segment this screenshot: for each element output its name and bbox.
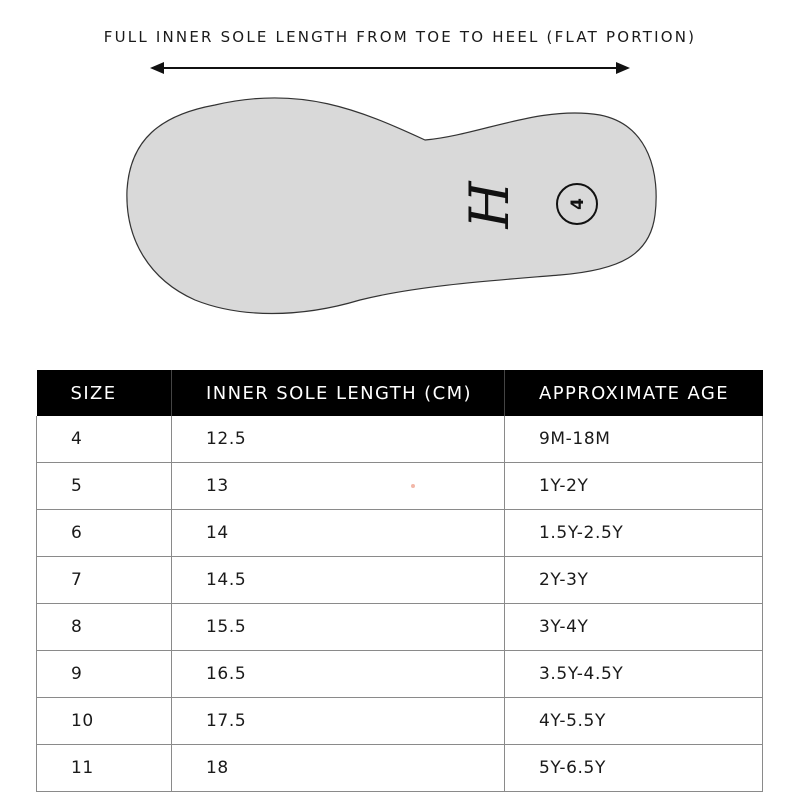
cell-length: 18 (172, 745, 505, 792)
cell-length: 17.5 (172, 698, 505, 745)
brand-logo-letter: H (458, 181, 521, 229)
header-approximate-age: APPROXIMATE AGE (505, 370, 763, 416)
cell-length: 14 (172, 510, 505, 557)
size-badge-number: 4 (568, 198, 588, 210)
header-inner-sole-length: INNER SOLE LENGTH (CM) (172, 370, 505, 416)
table-row (37, 416, 763, 463)
table-header-row (37, 370, 763, 416)
cell-size: 4 (37, 416, 172, 463)
table-row (37, 745, 763, 792)
table-row (37, 463, 763, 510)
cell-length: 16.5 (172, 651, 505, 698)
stray-dot (411, 484, 415, 488)
table-row (37, 604, 763, 651)
cell-size: 7 (37, 557, 172, 604)
sole-illustration (0, 0, 800, 340)
cell-age: 4Y-5.5Y (505, 698, 763, 745)
size-chart-table (36, 370, 763, 792)
cell-age: 1Y-2Y (505, 463, 763, 510)
table-row (37, 698, 763, 745)
table-row (37, 651, 763, 698)
brand-logo (458, 181, 521, 230)
measurement-caption: FULL INNER SOLE LENGTH FROM TOE TO HEEL (FLAT PORTION) (103, 28, 697, 46)
cell-size: 10 (37, 698, 172, 745)
cell-age: 9M-18M (505, 416, 763, 463)
cell-length: 13 (172, 463, 505, 510)
cell-length: 12.5 (172, 416, 505, 463)
cell-size: 8 (37, 604, 172, 651)
cell-age: 1.5Y-2.5Y (505, 510, 763, 557)
cell-size: 11 (37, 745, 172, 792)
cell-age: 5Y-6.5Y (505, 745, 763, 792)
cell-age: 2Y-3Y (505, 557, 763, 604)
cell-age: 3.5Y-4.5Y (505, 651, 763, 698)
cell-age: 3Y-4Y (505, 604, 763, 651)
table-row (37, 510, 763, 557)
cell-size: 5 (37, 463, 172, 510)
cell-size: 6 (37, 510, 172, 557)
header-size: SIZE (37, 370, 172, 416)
cell-length: 14.5 (172, 557, 505, 604)
cell-length: 15.5 (172, 604, 505, 651)
table-row (37, 557, 763, 604)
cell-size: 9 (37, 651, 172, 698)
